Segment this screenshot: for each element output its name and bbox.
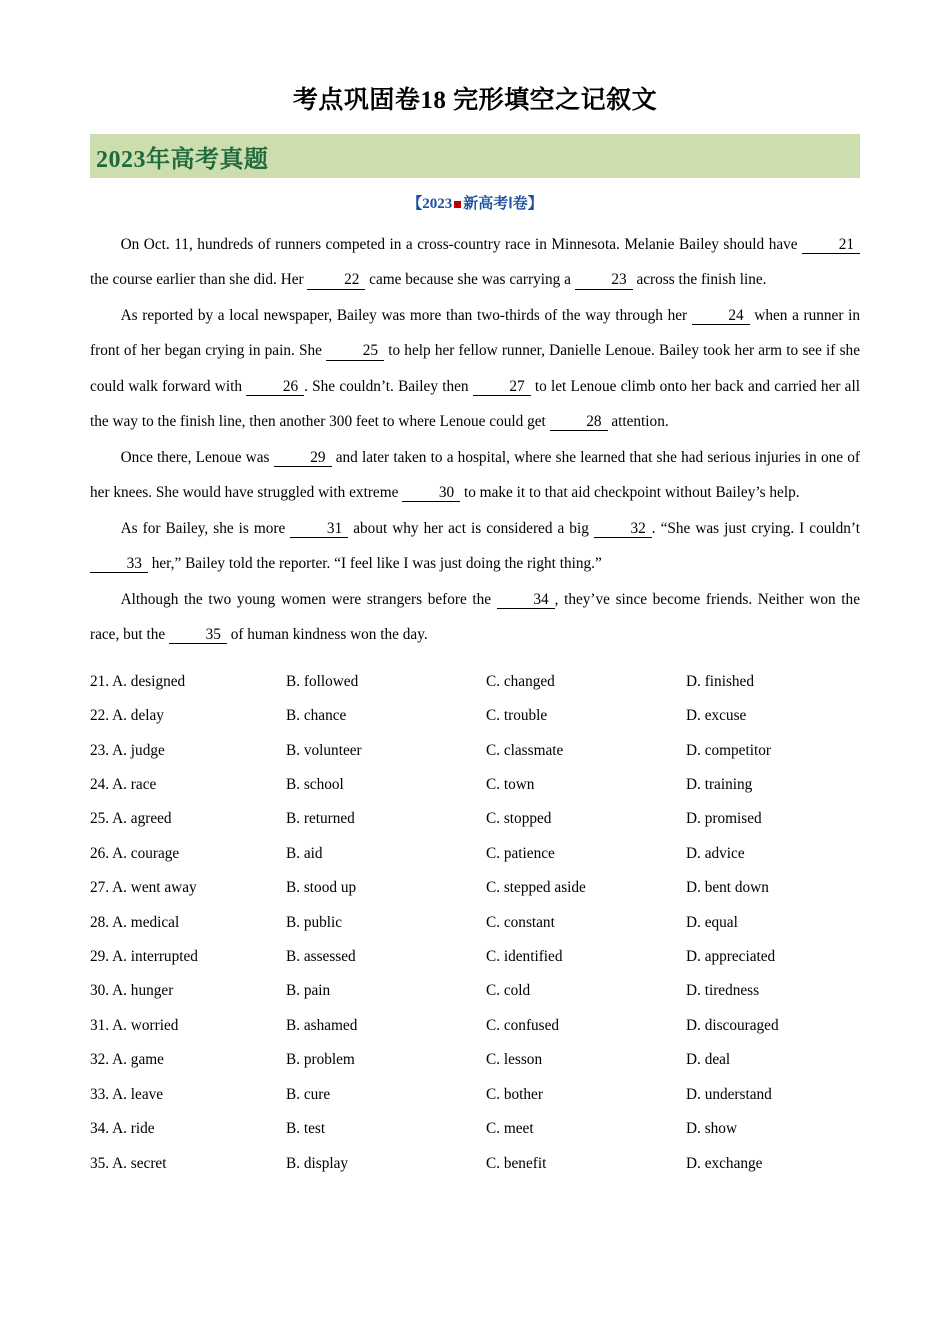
question-row bbox=[90, 1112, 860, 1146]
passage-paragraph bbox=[90, 511, 860, 582]
option-d[interactable] bbox=[686, 699, 866, 733]
option-c[interactable] bbox=[486, 1147, 686, 1181]
option-c[interactable] bbox=[486, 1112, 686, 1146]
option-d[interactable] bbox=[686, 940, 866, 974]
passage-text: across the finish line. bbox=[632, 271, 767, 289]
passage-text: attention. bbox=[607, 413, 669, 431]
exam-source-prefix: 【2023 bbox=[407, 196, 453, 212]
option-d-label: D. show bbox=[686, 1120, 737, 1138]
option-c-label: C. constant bbox=[486, 913, 555, 931]
passage-body bbox=[90, 227, 860, 653]
question-number: 32. bbox=[90, 1051, 113, 1069]
option-a[interactable] bbox=[90, 768, 286, 802]
option-a[interactable] bbox=[90, 734, 286, 768]
question-number: 26. bbox=[90, 844, 113, 862]
option-a-label: A. ride bbox=[112, 1120, 155, 1138]
option-c[interactable] bbox=[486, 734, 686, 768]
option-a-label: A. courage bbox=[112, 844, 180, 862]
answer-blank-21[interactable]: 21 bbox=[802, 237, 860, 254]
option-a-label: A. designed bbox=[112, 672, 186, 690]
option-a[interactable] bbox=[90, 1078, 286, 1112]
option-b[interactable] bbox=[286, 802, 486, 836]
option-d[interactable] bbox=[686, 871, 866, 905]
option-c-label: C. trouble bbox=[486, 707, 548, 725]
option-b-label: B. problem bbox=[286, 1051, 355, 1069]
option-a-label: A. hunger bbox=[112, 982, 174, 1000]
passage-text: about why her act is considered a big bbox=[348, 519, 594, 537]
option-a-label: A. interrupted bbox=[112, 948, 198, 966]
option-b-label: B. test bbox=[286, 1120, 326, 1138]
option-d-label: D. bent down bbox=[686, 879, 769, 897]
passage-text: . She couldn’t. Bailey then bbox=[304, 377, 473, 395]
option-a[interactable] bbox=[90, 1043, 286, 1077]
option-a-label: A. went away bbox=[112, 879, 197, 897]
option-d-label: D. exchange bbox=[686, 1154, 763, 1172]
option-d-label: D. tiredness bbox=[686, 982, 760, 1000]
option-a[interactable] bbox=[90, 974, 286, 1008]
option-d-label: D. discouraged bbox=[686, 1016, 779, 1034]
option-a[interactable] bbox=[90, 1147, 286, 1181]
question-row bbox=[90, 699, 860, 733]
answer-blank-25[interactable]: 25 bbox=[326, 343, 384, 360]
passage-paragraph bbox=[90, 440, 860, 511]
question-number: 30. bbox=[90, 982, 113, 1000]
option-b[interactable] bbox=[286, 1009, 486, 1043]
option-d-label: D. equal bbox=[686, 913, 738, 931]
question-number: 27. bbox=[90, 879, 113, 897]
answer-blank-32[interactable]: 32 bbox=[594, 521, 652, 538]
option-c-label: C. identified bbox=[486, 948, 563, 966]
option-d[interactable] bbox=[686, 768, 866, 802]
option-b-label: B. cure bbox=[286, 1085, 331, 1103]
option-a-label: A. game bbox=[112, 1051, 164, 1069]
question-number: 28. bbox=[90, 913, 113, 931]
option-b[interactable] bbox=[286, 837, 486, 871]
passage-text: to help her fellow runner, Danielle Lenoue. Bailey took her arm to see if she could walk forward with bbox=[90, 342, 860, 395]
option-c[interactable] bbox=[486, 1043, 686, 1077]
option-b[interactable] bbox=[286, 734, 486, 768]
question-row bbox=[90, 1078, 860, 1112]
option-b[interactable] bbox=[286, 1078, 486, 1112]
option-c[interactable] bbox=[486, 1009, 686, 1043]
option-d[interactable] bbox=[686, 665, 866, 699]
option-c[interactable] bbox=[486, 699, 686, 733]
option-c[interactable] bbox=[486, 1078, 686, 1112]
option-a[interactable] bbox=[90, 871, 286, 905]
question-row bbox=[90, 940, 860, 974]
question-number: 35. bbox=[90, 1154, 113, 1172]
option-a-label: A. race bbox=[112, 776, 157, 794]
option-d[interactable] bbox=[686, 1147, 866, 1181]
question-number: 34. bbox=[90, 1120, 113, 1138]
option-c[interactable] bbox=[486, 906, 686, 940]
option-b[interactable] bbox=[286, 906, 486, 940]
option-d-label: D. understand bbox=[686, 1085, 772, 1103]
answer-blank-29[interactable]: 29 bbox=[274, 450, 332, 467]
option-d-label: D. deal bbox=[686, 1051, 731, 1069]
option-c-label: C. stepped aside bbox=[486, 879, 586, 897]
option-b[interactable] bbox=[286, 1147, 486, 1181]
option-c-label: C. patience bbox=[486, 844, 555, 862]
option-a-label: A. agreed bbox=[112, 810, 172, 828]
option-c-label: C. benefit bbox=[486, 1154, 547, 1172]
passage-text: , they’ve since become friends. Neither won the race, but the bbox=[90, 590, 860, 644]
option-c-label: C. town bbox=[486, 776, 535, 794]
red-square-icon bbox=[454, 201, 461, 208]
section-banner-label: 2023年高考真题 bbox=[96, 146, 269, 173]
option-a-label: A. secret bbox=[112, 1154, 167, 1172]
option-c[interactable] bbox=[486, 665, 686, 699]
option-b-label: B. school bbox=[286, 776, 344, 794]
option-b[interactable] bbox=[286, 768, 486, 802]
answer-blank-33[interactable]: 33 bbox=[90, 556, 148, 573]
section-banner bbox=[90, 134, 860, 178]
answer-blank-34[interactable]: 34 bbox=[497, 592, 555, 609]
question-options-list bbox=[90, 665, 860, 1181]
question-row bbox=[90, 974, 860, 1008]
option-a-label: A. judge bbox=[112, 741, 165, 759]
option-b[interactable] bbox=[286, 665, 486, 699]
option-d-label: D. training bbox=[686, 776, 753, 794]
option-b-label: B. chance bbox=[286, 707, 347, 725]
passage-text: As for Bailey, she is more bbox=[120, 519, 291, 537]
answer-blank-27[interactable]: 27 bbox=[473, 379, 531, 396]
option-d-label: D. finished bbox=[686, 672, 754, 690]
passage-text: Although the two young women were strangers before the bbox=[120, 590, 497, 608]
option-d-label: D. advice bbox=[686, 844, 745, 862]
option-b[interactable] bbox=[286, 1043, 486, 1077]
exam-source-label bbox=[0, 192, 950, 213]
answer-blank-26[interactable]: 26 bbox=[246, 379, 304, 396]
option-b-label: B. pain bbox=[286, 982, 331, 1000]
option-d[interactable] bbox=[686, 1112, 866, 1146]
passage-text: when a runner in front of her began crying in pain. She bbox=[90, 306, 860, 360]
question-row bbox=[90, 665, 860, 699]
option-a[interactable] bbox=[90, 1009, 286, 1043]
option-c-label: C. lesson bbox=[486, 1051, 543, 1069]
passage-text: the course earlier than she did. Her bbox=[90, 271, 308, 289]
option-c-label: C. bother bbox=[486, 1085, 543, 1103]
option-a-label: A. leave bbox=[112, 1085, 164, 1103]
question-number: 25. bbox=[90, 810, 113, 828]
option-d[interactable] bbox=[686, 974, 866, 1008]
passage-text: came because she was carrying a bbox=[365, 271, 575, 289]
passage-paragraph bbox=[90, 582, 860, 653]
question-row bbox=[90, 802, 860, 836]
passage-text: On Oct. 11, hundreds of runners competed in a cross-country race in Minnesota. Melanie Bailey should have bbox=[120, 236, 803, 253]
question-row bbox=[90, 768, 860, 802]
option-b-label: B. stood up bbox=[286, 879, 357, 897]
option-a[interactable] bbox=[90, 1112, 286, 1146]
option-d[interactable] bbox=[686, 802, 866, 836]
question-row bbox=[90, 906, 860, 940]
option-b[interactable] bbox=[286, 699, 486, 733]
option-c-label: C. meet bbox=[486, 1120, 534, 1138]
question-number: 21. bbox=[90, 672, 113, 690]
passage-text: her,” Bailey told the reporter. “I feel like I was just doing the right thing.” bbox=[147, 555, 602, 573]
option-b-label: B. aid bbox=[286, 844, 323, 862]
question-number: 29. bbox=[90, 948, 113, 966]
option-c-label: C. stopped bbox=[486, 810, 552, 828]
answer-blank-31[interactable]: 31 bbox=[290, 521, 348, 538]
passage-text: . “She was just crying. I couldn’t bbox=[651, 519, 860, 537]
passage-text: to make it to that aid checkpoint without Bailey’s help. bbox=[460, 484, 800, 502]
option-a[interactable] bbox=[90, 802, 286, 836]
answer-blank-22[interactable]: 22 bbox=[307, 272, 365, 289]
option-c[interactable] bbox=[486, 974, 686, 1008]
option-b[interactable] bbox=[286, 1112, 486, 1146]
option-d[interactable] bbox=[686, 1009, 866, 1043]
passage-text: and later taken to a hospital, where she learned that she had serious injuries in one of her knees. She would have struggled with extreme bbox=[90, 448, 861, 502]
question-row bbox=[90, 837, 860, 871]
option-c[interactable] bbox=[486, 837, 686, 871]
option-b-label: B. assessed bbox=[286, 948, 356, 966]
page-title: 考点巩固卷18 完形填空之记叙文 bbox=[292, 87, 658, 114]
exam-source-suffix: 新高考Ⅰ卷】 bbox=[463, 196, 543, 212]
option-a[interactable] bbox=[90, 837, 286, 871]
option-a-label: A. medical bbox=[112, 913, 180, 931]
option-b[interactable] bbox=[286, 974, 486, 1008]
option-d-label: D. excuse bbox=[686, 707, 747, 725]
option-c[interactable] bbox=[486, 768, 686, 802]
option-d[interactable] bbox=[686, 734, 866, 768]
option-a[interactable] bbox=[90, 665, 286, 699]
answer-blank-24[interactable]: 24 bbox=[692, 308, 750, 325]
option-d[interactable] bbox=[686, 1078, 866, 1112]
option-a[interactable] bbox=[90, 940, 286, 974]
passage-text: to let Lenoue climb onto her back and carried her all the way to the finish line, then another 300 feet to where Lenoue could get bbox=[90, 377, 860, 431]
option-d-label: D. appreciated bbox=[686, 948, 776, 966]
question-number: 33. bbox=[90, 1085, 113, 1103]
option-c-label: C. changed bbox=[486, 672, 555, 690]
question-number: 23. bbox=[90, 741, 113, 759]
option-c[interactable] bbox=[486, 940, 686, 974]
option-a-label: A. delay bbox=[112, 707, 164, 725]
question-row bbox=[90, 1009, 860, 1043]
option-b-label: B. followed bbox=[286, 672, 359, 690]
question-number: 31. bbox=[90, 1016, 113, 1034]
question-row bbox=[90, 871, 860, 905]
passage-text: As reported by a local newspaper, Bailey was more than two-thirds of the way through her bbox=[120, 306, 692, 324]
option-a[interactable] bbox=[90, 906, 286, 940]
question-row bbox=[90, 734, 860, 768]
option-d-label: D. competitor bbox=[686, 741, 771, 759]
option-b-label: B. returned bbox=[286, 810, 355, 828]
option-c[interactable] bbox=[486, 802, 686, 836]
passage-text: Once there, Lenoue was bbox=[120, 448, 274, 466]
passage-text: of human kindness won the day. bbox=[226, 626, 428, 644]
question-row bbox=[90, 1147, 860, 1181]
passage-paragraph bbox=[90, 227, 860, 298]
question-number: 22. bbox=[90, 707, 113, 725]
option-b-label: B. display bbox=[286, 1154, 349, 1172]
question-number: 24. bbox=[90, 776, 113, 794]
option-d[interactable] bbox=[686, 837, 866, 871]
option-b-label: B. public bbox=[286, 913, 343, 931]
option-b-label: B. ashamed bbox=[286, 1016, 358, 1034]
option-a[interactable] bbox=[90, 699, 286, 733]
option-c[interactable] bbox=[486, 871, 686, 905]
answer-blank-35[interactable]: 35 bbox=[169, 627, 227, 644]
option-c-label: C. confused bbox=[486, 1016, 560, 1034]
option-b[interactable] bbox=[286, 871, 486, 905]
option-b[interactable] bbox=[286, 940, 486, 974]
answer-blank-28[interactable]: 28 bbox=[550, 414, 608, 431]
option-d[interactable] bbox=[686, 1043, 866, 1077]
option-a-label: A. worried bbox=[112, 1016, 179, 1034]
answer-blank-23[interactable]: 23 bbox=[575, 272, 633, 289]
option-c-label: C. classmate bbox=[486, 741, 564, 759]
option-b-label: B. volunteer bbox=[286, 741, 362, 759]
question-row bbox=[90, 1043, 860, 1077]
answer-blank-30[interactable]: 30 bbox=[402, 485, 460, 502]
option-d-label: D. promised bbox=[686, 810, 762, 828]
passage-paragraph bbox=[90, 298, 860, 440]
option-c-label: C. cold bbox=[486, 982, 531, 1000]
option-d[interactable] bbox=[686, 906, 866, 940]
